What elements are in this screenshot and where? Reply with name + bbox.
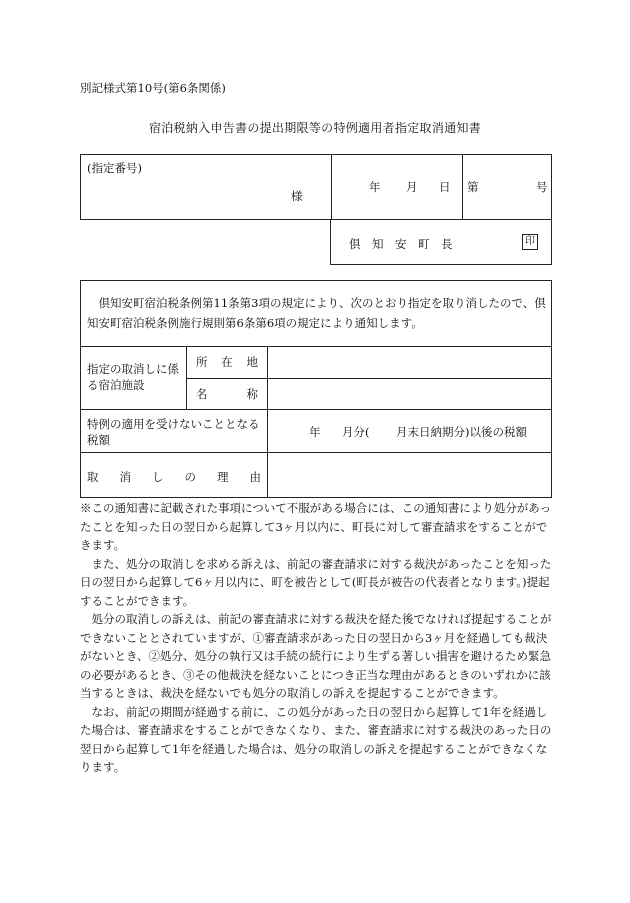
exempt-year-label: 年: [309, 425, 321, 439]
day-label: 日: [439, 180, 451, 194]
name-label: 名称: [196, 387, 258, 401]
row-divider: [186, 378, 551, 379]
notice-table: [80, 280, 552, 498]
document-number-suffix: 号: [536, 180, 548, 194]
form-number-label: 別記様式第10号(第6条関係): [80, 81, 226, 95]
note-paragraph: なお、前記の期間が経過する前に、この処分があった日の翌日から起算して1年を経過した場合は、審査請求をすることができなくなり、また、審査請求に対する裁決のあった日の翌日から起算して1年を経過した場合は、処分の取消しの訴えを提起することができなくなります。: [80, 704, 552, 774]
column-divider: [267, 409, 268, 498]
document-number-prefix: 第: [467, 180, 479, 194]
notice-intro-text: 倶知安町宿泊税条例第11条第3項の規定により、次のとおり指定を取り消したので、倶知安町宿泊税条例施行規則第6条第6項の規定により通知します。: [87, 296, 546, 330]
reason-label: 取消しの理由: [87, 470, 261, 484]
note-paragraph: 処分の取消しの訴えは、前記の審査請求に対する裁決を経た後でなければ提起することができないこととされていますが、①審査請求があった日の翌日から3ヶ月を経過しても裁決がないとき、②処分、処分の執行又は手続の続行により生ずる著しい損害を避けるため緊急の必要があるとき、③その他裁決を経ないことにつき正当な理由があるときのいずれかに該当するときは、裁決を経ないでも処分の取消しの訴えを提起することができます。: [80, 612, 552, 700]
note-paragraph: また、処分の取消しを求める訴えは、前記の審査請求に対する裁決があったことを知った日の翌日から起算して6ヶ月以内に、町を被告として(町長が被告の代表者となります。)提起することができます。: [80, 556, 552, 608]
issuer-block: [330, 219, 552, 265]
exempt-month-label: 月分(: [342, 425, 370, 439]
exempt-tail-label: 月末日納期分)以後の税額: [396, 425, 527, 439]
seal-mark: 印: [522, 234, 538, 250]
year-label: 年: [369, 180, 381, 194]
address-label: 所在地: [196, 355, 258, 369]
row-divider: [81, 409, 551, 410]
mayor-title: 倶知安町長: [349, 237, 464, 251]
document-title: 宿泊税納入申告書の提出期限等の特例適用者指定取消通知書: [148, 121, 482, 135]
column-divider: [186, 346, 187, 409]
divider: [331, 155, 332, 219]
month-label: 月: [406, 180, 418, 194]
honorific-label: 様: [291, 189, 303, 203]
divider: [462, 155, 463, 219]
exempt-tax-label: 特例の適用を受けないこととなる税額: [87, 417, 260, 447]
appeal-notes: [80, 499, 554, 777]
address-block: [80, 154, 552, 220]
row-divider: [81, 346, 551, 347]
designation-number-label: (指定番号): [87, 161, 142, 175]
column-divider: [267, 346, 268, 409]
row-divider: [81, 452, 551, 453]
facility-label: 指定の取消しに係る宿泊施設: [87, 362, 179, 392]
note-paragraph: ※この通知書に記載された事項について不服がある場合には、この通知書により処分があったことを知った日の翌日から起算して3ヶ月以内に、町長に対して審査請求をすることができます。: [80, 501, 552, 552]
